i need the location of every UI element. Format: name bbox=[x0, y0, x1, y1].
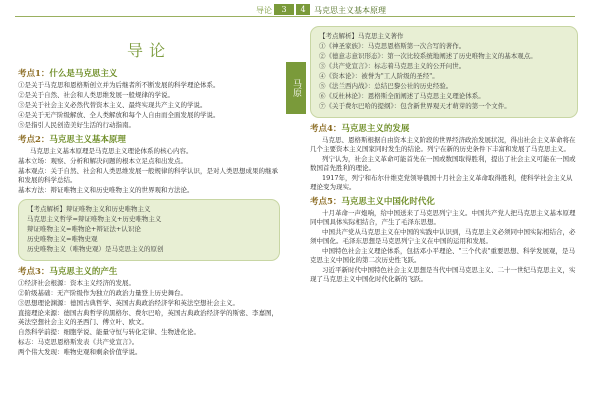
kp1-title: 什么是马克思主义 bbox=[49, 69, 118, 79]
kp4-para: 1917年，列宁和布尔什维克党领导俄国十月社会主义革命取得胜利，使科学社会主义从理论变为现实。 bbox=[310, 174, 573, 191]
kp4-heading bbox=[310, 122, 578, 134]
kp2-line: 基本观点：关于自然、社会和人类思维发展一般规律的科学认识，是对人类思想成果的继承和发展的科学总结。 bbox=[18, 167, 278, 184]
kp3-line: 标志：马克思恩格斯发表《共产党宣言》。 bbox=[18, 338, 139, 346]
kp1-label: 考点1： bbox=[18, 69, 50, 79]
kp5-para: 中国共产党从马克思主义在中国的实践中认识到，马克思主义必须同中国实际相结合，必须中国化。毛泽东思想是马克思列宁主义在中国的运用和发展。 bbox=[310, 228, 576, 245]
page-title: 导论 bbox=[126, 41, 171, 60]
kp5-title: 马克思主义中国化时代化 bbox=[341, 197, 435, 207]
right-page bbox=[310, 20, 578, 285]
kp2-label: 考点2： bbox=[18, 135, 50, 145]
analysis-box-line: ④《资本论》：被誉为"工人阶级的圣经"。 bbox=[319, 72, 439, 80]
kp3-line: 两个伟大发现：唯物史观和剩余价值学说。 bbox=[18, 348, 142, 356]
analysis-box-left bbox=[18, 199, 280, 261]
left-page bbox=[18, 20, 280, 358]
analysis-box-line: ①《神圣家族》：马克思恩格斯第一次合写的著作。 bbox=[319, 42, 466, 50]
page-number-left: 3 bbox=[274, 4, 294, 15]
side-tab: 马原 bbox=[286, 62, 306, 114]
kp1-line: ④是关于无产阶级解放、全人类解放和每个人自由而全面发展的学说。 bbox=[18, 111, 220, 119]
kp5-para: 习近平新时代中国特色社会主义思想是当代中国马克思主义、二十一世纪马克思主义，实现了马克思主义中国化时代化新的飞跃。 bbox=[310, 266, 576, 283]
kp3-title: 马克思主义的产生 bbox=[49, 267, 118, 277]
analysis-box-line: ②《德意志意识形态》：第一次比较系统地阐述了历史唯物主义的基本观点。 bbox=[319, 52, 537, 60]
kp4-title: 马克思主义的发展 bbox=[341, 124, 410, 134]
analysis-box-line: 马克思主义哲学=辩证唯物主义+历史唯物主义 bbox=[27, 215, 162, 223]
kp5-para: 中国特色社会主义理论体系，包括邓小平理论、"三个代表"重要思想、科学发展观，是马克思主义中国化的第二次历史性飞跃。 bbox=[310, 247, 575, 264]
analysis-box-line: ⑦《关于费尔巴哈的提纲》：包含新世界观天才萌芽的第一个文件。 bbox=[319, 102, 511, 110]
analysis-box-title: 【考点解析】马克思主义著作 bbox=[319, 32, 404, 40]
analysis-box-line: ⑥《反杜林论》：恩格斯全面阐述了马克思主义理论体系。 bbox=[319, 92, 485, 100]
kp3-line: ②阶级基础：无产阶级作为独立的政治力量登上历史舞台。 bbox=[18, 289, 187, 297]
kp3-line: 直接理论来源：德国古典哲学的黑格尔、费尔巴哈，英国古典政治经济学的斯密、李嘉图，英法空想社会主义的圣西门、傅立叶、欧文。 bbox=[18, 309, 278, 326]
kp2-title: 马克思主义基本原理 bbox=[49, 135, 126, 145]
kp2-line: 基本立场：观察、分析和解决问题的根本立足点和出发点。 bbox=[18, 157, 187, 165]
header-rule bbox=[15, 16, 575, 17]
kp3-line: ①经济社会根源：资本主义经济的发展。 bbox=[18, 279, 135, 287]
kp5-para: 十月革命一声炮响，给中国送来了马克思列宁主义。中国共产党人把马克思主义基本原理同中国具体实际相结合，产生了毛泽东思想。 bbox=[310, 209, 576, 226]
kp1-line: ⑤是指引人民创造美好生活的行动指南。 bbox=[18, 121, 135, 129]
analysis-box-line: 辩证唯物主义=唯物论+辩证法+认识论 bbox=[27, 225, 141, 233]
kp1-line: ②是关于自然、社会和人类思维发展一般规律的学说。 bbox=[18, 91, 174, 99]
header-book-title: 马克思主义基本原理 bbox=[314, 6, 386, 15]
analysis-box-title: 【考点解析】辩证唯物主义和历史唯物主义 bbox=[27, 205, 151, 213]
kp3-heading bbox=[18, 265, 280, 277]
kp4-para: 马克思、恩格斯根据自由资本主义阶段的世界经济政治发展状况，得出社会主义革命将在几个主要资本主义国家同时发生的结论。列宁在新的历史条件下丰富和发展了马克思主义。 bbox=[310, 136, 576, 153]
page-number-right: 4 bbox=[296, 4, 310, 15]
kp3-label: 考点3： bbox=[18, 267, 50, 277]
header-section-label: 导论 bbox=[256, 6, 272, 15]
kp2-line: 基本方法：辩证唯物主义和历史唯物主义的世界观和方法论。 bbox=[18, 186, 194, 194]
kp2-heading bbox=[18, 133, 280, 145]
kp3-line: ③思想理论渊源：德国古典哲学、英国古典政治经济学和英法空想社会主义。 bbox=[18, 299, 239, 307]
analysis-box-line: ③《共产党宣言》：标志着马克思主义的公开问世。 bbox=[319, 62, 466, 70]
kp1-line: ③是关于社会主义必然代替资本主义、最终实现共产主义的学说。 bbox=[18, 101, 207, 109]
kp4-para: 列宁认为，社会主义革命可能首先在一国或数国取得胜利，提出了社会主义可能在一国或数国首先胜利的理论。 bbox=[310, 155, 576, 172]
analysis-box-line: 历史唯物主义（唯物史观）是马克思主义的原创 bbox=[27, 245, 164, 253]
analysis-box-right bbox=[310, 26, 578, 118]
kp2-line: 马克思主义基本原理是马克思主义理论体系的核心内容。 bbox=[30, 147, 193, 155]
kp3-line: 自然科学前提：细胞学说、能量守恒与转化定律、生物进化论。 bbox=[18, 328, 200, 336]
analysis-box-line: ⑤《法兰西内战》：总结巴黎公社的历史经验。 bbox=[319, 82, 453, 90]
analysis-box-line: 历史唯物主义=唯物史观 bbox=[27, 235, 98, 243]
kp5-label: 考点5： bbox=[310, 197, 342, 207]
kp4-label: 考点4： bbox=[310, 124, 342, 134]
kp1-heading bbox=[18, 67, 280, 79]
kp1-line: ①是关于马克思和恩格斯创立并为后继者所不断发展的科学理论体系。 bbox=[18, 81, 220, 89]
kp5-heading bbox=[310, 195, 578, 207]
